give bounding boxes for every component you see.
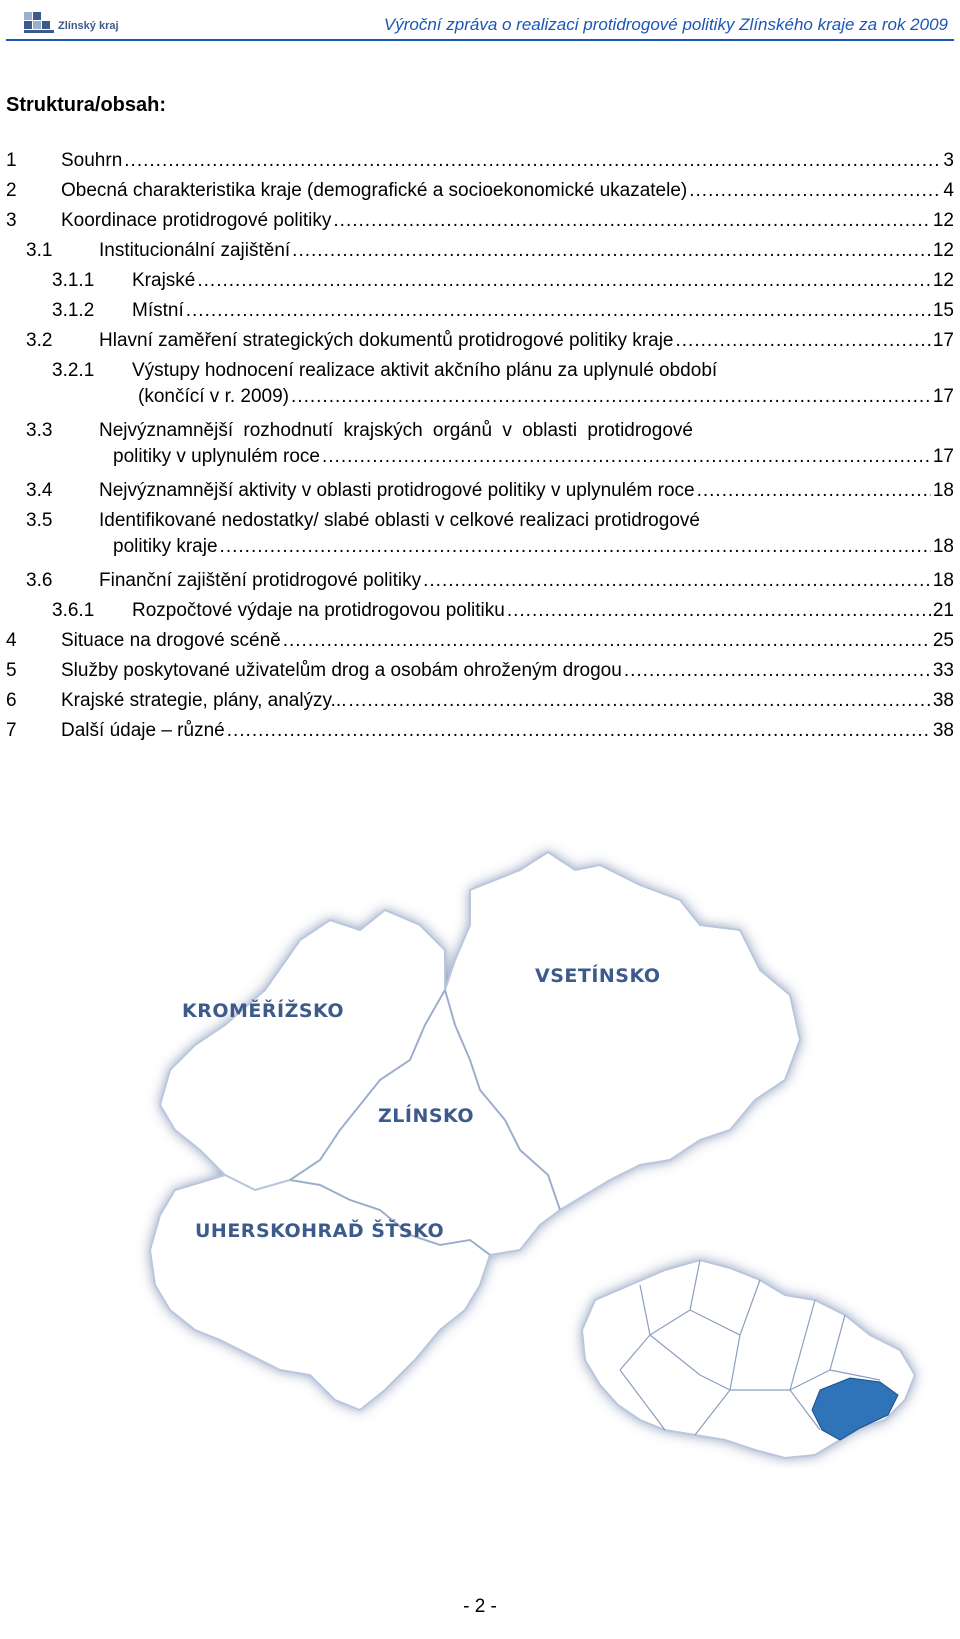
toc-leader-dots — [220, 534, 931, 560]
toc-leader-dots — [283, 628, 931, 654]
toc-leader-dots — [322, 444, 931, 470]
region-label-zlinsko: ZLÍNSKO — [378, 1105, 475, 1127]
toc-entry-number: 6 — [6, 690, 17, 711]
toc-leader-dots — [697, 478, 931, 504]
toc-entry[interactable] — [52, 298, 954, 324]
toc-entry-page: 12 — [932, 240, 954, 261]
toc-entry-text: Služby poskytované uživatelům drog a osobám ohroženým drogou — [61, 660, 622, 681]
toc-entry-number: 3 — [6, 210, 17, 231]
toc-entry[interactable] — [26, 478, 954, 504]
toc-entry-text: Další údaje – různé — [61, 720, 225, 741]
region-label-uherskohradistsko: UHERSKOHRAĎ ŠŤSKO — [195, 1220, 445, 1242]
toc-entry-text: Situace na drogové scéně — [61, 630, 281, 651]
page-header — [0, 0, 960, 40]
toc-entry-text-continued: (končící v r. 2009) — [138, 386, 290, 407]
toc-entry-number: 3.2.1 — [52, 360, 95, 381]
region-label-vsetinsko: VSETÍNSKO — [535, 965, 661, 987]
toc-entry[interactable] — [26, 328, 954, 354]
toc-entry[interactable] — [6, 178, 954, 204]
toc-leader-dots — [291, 384, 931, 410]
toc-entry-number: 4 — [6, 630, 17, 651]
toc-entry[interactable] — [6, 628, 954, 654]
toc-entry-page: 38 — [932, 690, 954, 711]
document-title: Výroční zpráva o realizaci protidrogové politiky Zlínského kraje za rok 2009 — [383, 15, 948, 34]
toc-entry-number: 3.2 — [26, 330, 53, 351]
toc-entry-number: 3.1.2 — [52, 300, 95, 321]
page-number: - 2 - — [463, 1596, 497, 1617]
toc-leader-dots — [333, 208, 930, 234]
toc-entry-page: 17 — [932, 330, 954, 351]
toc-heading: Struktura/obsah: — [6, 94, 167, 116]
toc-entry-page: 17 — [932, 386, 954, 407]
logo-text: Zlínský kraj — [58, 20, 119, 32]
toc-leader-dots — [624, 658, 931, 684]
region-map — [0, 830, 960, 1470]
toc-entry-page: 4 — [943, 180, 954, 201]
toc-entry[interactable] — [6, 718, 954, 744]
toc-entry[interactable] — [26, 418, 954, 470]
toc-entry[interactable] — [52, 268, 954, 294]
toc-entry-page: 18 — [932, 536, 954, 557]
toc-leader-dots — [227, 718, 931, 744]
czech-outline — [582, 1260, 915, 1458]
toc-entry[interactable] — [52, 598, 954, 624]
toc-leader-dots — [507, 598, 931, 624]
toc-entry-page: 3 — [943, 150, 954, 171]
toc-entry-number: 3.1.1 — [52, 270, 95, 291]
toc-entry[interactable] — [6, 148, 954, 174]
toc-leader-dots — [676, 328, 931, 354]
toc-leader-dots — [348, 688, 930, 714]
zlin-region-map-svg — [0, 830, 960, 1470]
toc-entry-text: Identifikované nedostatky/ slabé oblasti v celkové realizaci protidrogové — [99, 510, 700, 531]
toc-entry-number: 2 — [6, 180, 17, 201]
toc-entry[interactable] — [6, 688, 954, 714]
toc-leader-dots — [197, 268, 931, 294]
header-divider — [6, 39, 954, 41]
toc-entry-page: 33 — [932, 660, 954, 681]
toc-entry-text: Místní — [132, 300, 184, 321]
toc-entry[interactable] — [6, 658, 954, 684]
toc-entry[interactable] — [52, 358, 954, 410]
toc-entry-number: 1 — [6, 150, 17, 171]
toc-entry-text-continued: politiky kraje — [113, 536, 218, 557]
toc-entry-number: 7 — [6, 720, 17, 741]
toc-entry-text: Nejvýznamnější rozhodnutí krajských orgánů v oblasti protidrogové — [99, 420, 693, 441]
toc-entry-number: 3.1 — [26, 240, 53, 261]
toc-entry[interactable] — [6, 208, 954, 234]
toc-entry-text: Finanční zajištění protidrogové politiky — [99, 570, 422, 591]
toc-entry-text: Krajské strategie, plány, analýzy... — [61, 690, 347, 711]
toc-entry-number: 3.6.1 — [52, 600, 95, 621]
region-label-kromerizsko: KROMĚŘÍŽSKO — [182, 1000, 345, 1022]
toc-entry-page: 38 — [932, 720, 954, 741]
toc-entry-page: 21 — [932, 600, 954, 621]
toc-leader-dots — [423, 568, 931, 594]
toc-entry-page: 25 — [932, 630, 954, 651]
toc-entry-page: 17 — [932, 446, 954, 467]
toc-entry-text: Koordinace protidrogové politiky — [61, 210, 332, 231]
toc-entry-text: Výstupy hodnocení realizace aktivit akčního plánu za uplynulé období — [132, 360, 718, 381]
toc-entry-text: Rozpočtové výdaje na protidrogovou politiku — [132, 600, 505, 621]
toc-entry-page: 18 — [932, 570, 954, 591]
toc-entry-number: 3.6 — [26, 570, 53, 591]
toc-entry-number: 3.5 — [26, 510, 53, 531]
toc-entry-text: Obecná charakteristika kraje (demografické a socioekonomické ukazatele) — [61, 180, 688, 201]
toc-entry-text: Krajské — [132, 270, 196, 291]
toc-entry-text-continued: politiky v uplynulém roce — [113, 446, 320, 467]
logo-squares-icon — [24, 10, 54, 36]
toc-entry[interactable] — [26, 508, 954, 560]
toc-entry-page: 12 — [932, 210, 954, 231]
toc-entry-text: Institucionální zajištění — [99, 240, 291, 261]
toc-entry-page: 12 — [932, 270, 954, 291]
toc-entry[interactable] — [26, 238, 954, 264]
toc-entry-page: 18 — [932, 480, 954, 501]
toc-entry-page: 15 — [932, 300, 954, 321]
toc-leader-dots — [186, 298, 931, 324]
toc-entry-number: 3.3 — [26, 420, 53, 441]
toc-entry[interactable] — [26, 568, 954, 594]
czech-republic-inset-map — [582, 1260, 915, 1458]
toc-entry-text: Nejvýznamnější aktivity v oblasti protidrogové politiky v uplynulém roce — [99, 480, 695, 501]
toc-leader-dots — [292, 238, 931, 264]
toc-entry-text: Hlavní zaměření strategických dokumentů protidrogové politiky kraje — [99, 330, 674, 351]
toc-entry-number: 3.4 — [26, 480, 53, 501]
toc-entry-text: Souhrn — [61, 150, 123, 171]
zlinsky-kraj-logo — [24, 10, 134, 36]
toc-leader-dots — [689, 178, 941, 204]
toc-leader-dots — [124, 148, 941, 174]
toc-entry-number: 5 — [6, 660, 17, 681]
